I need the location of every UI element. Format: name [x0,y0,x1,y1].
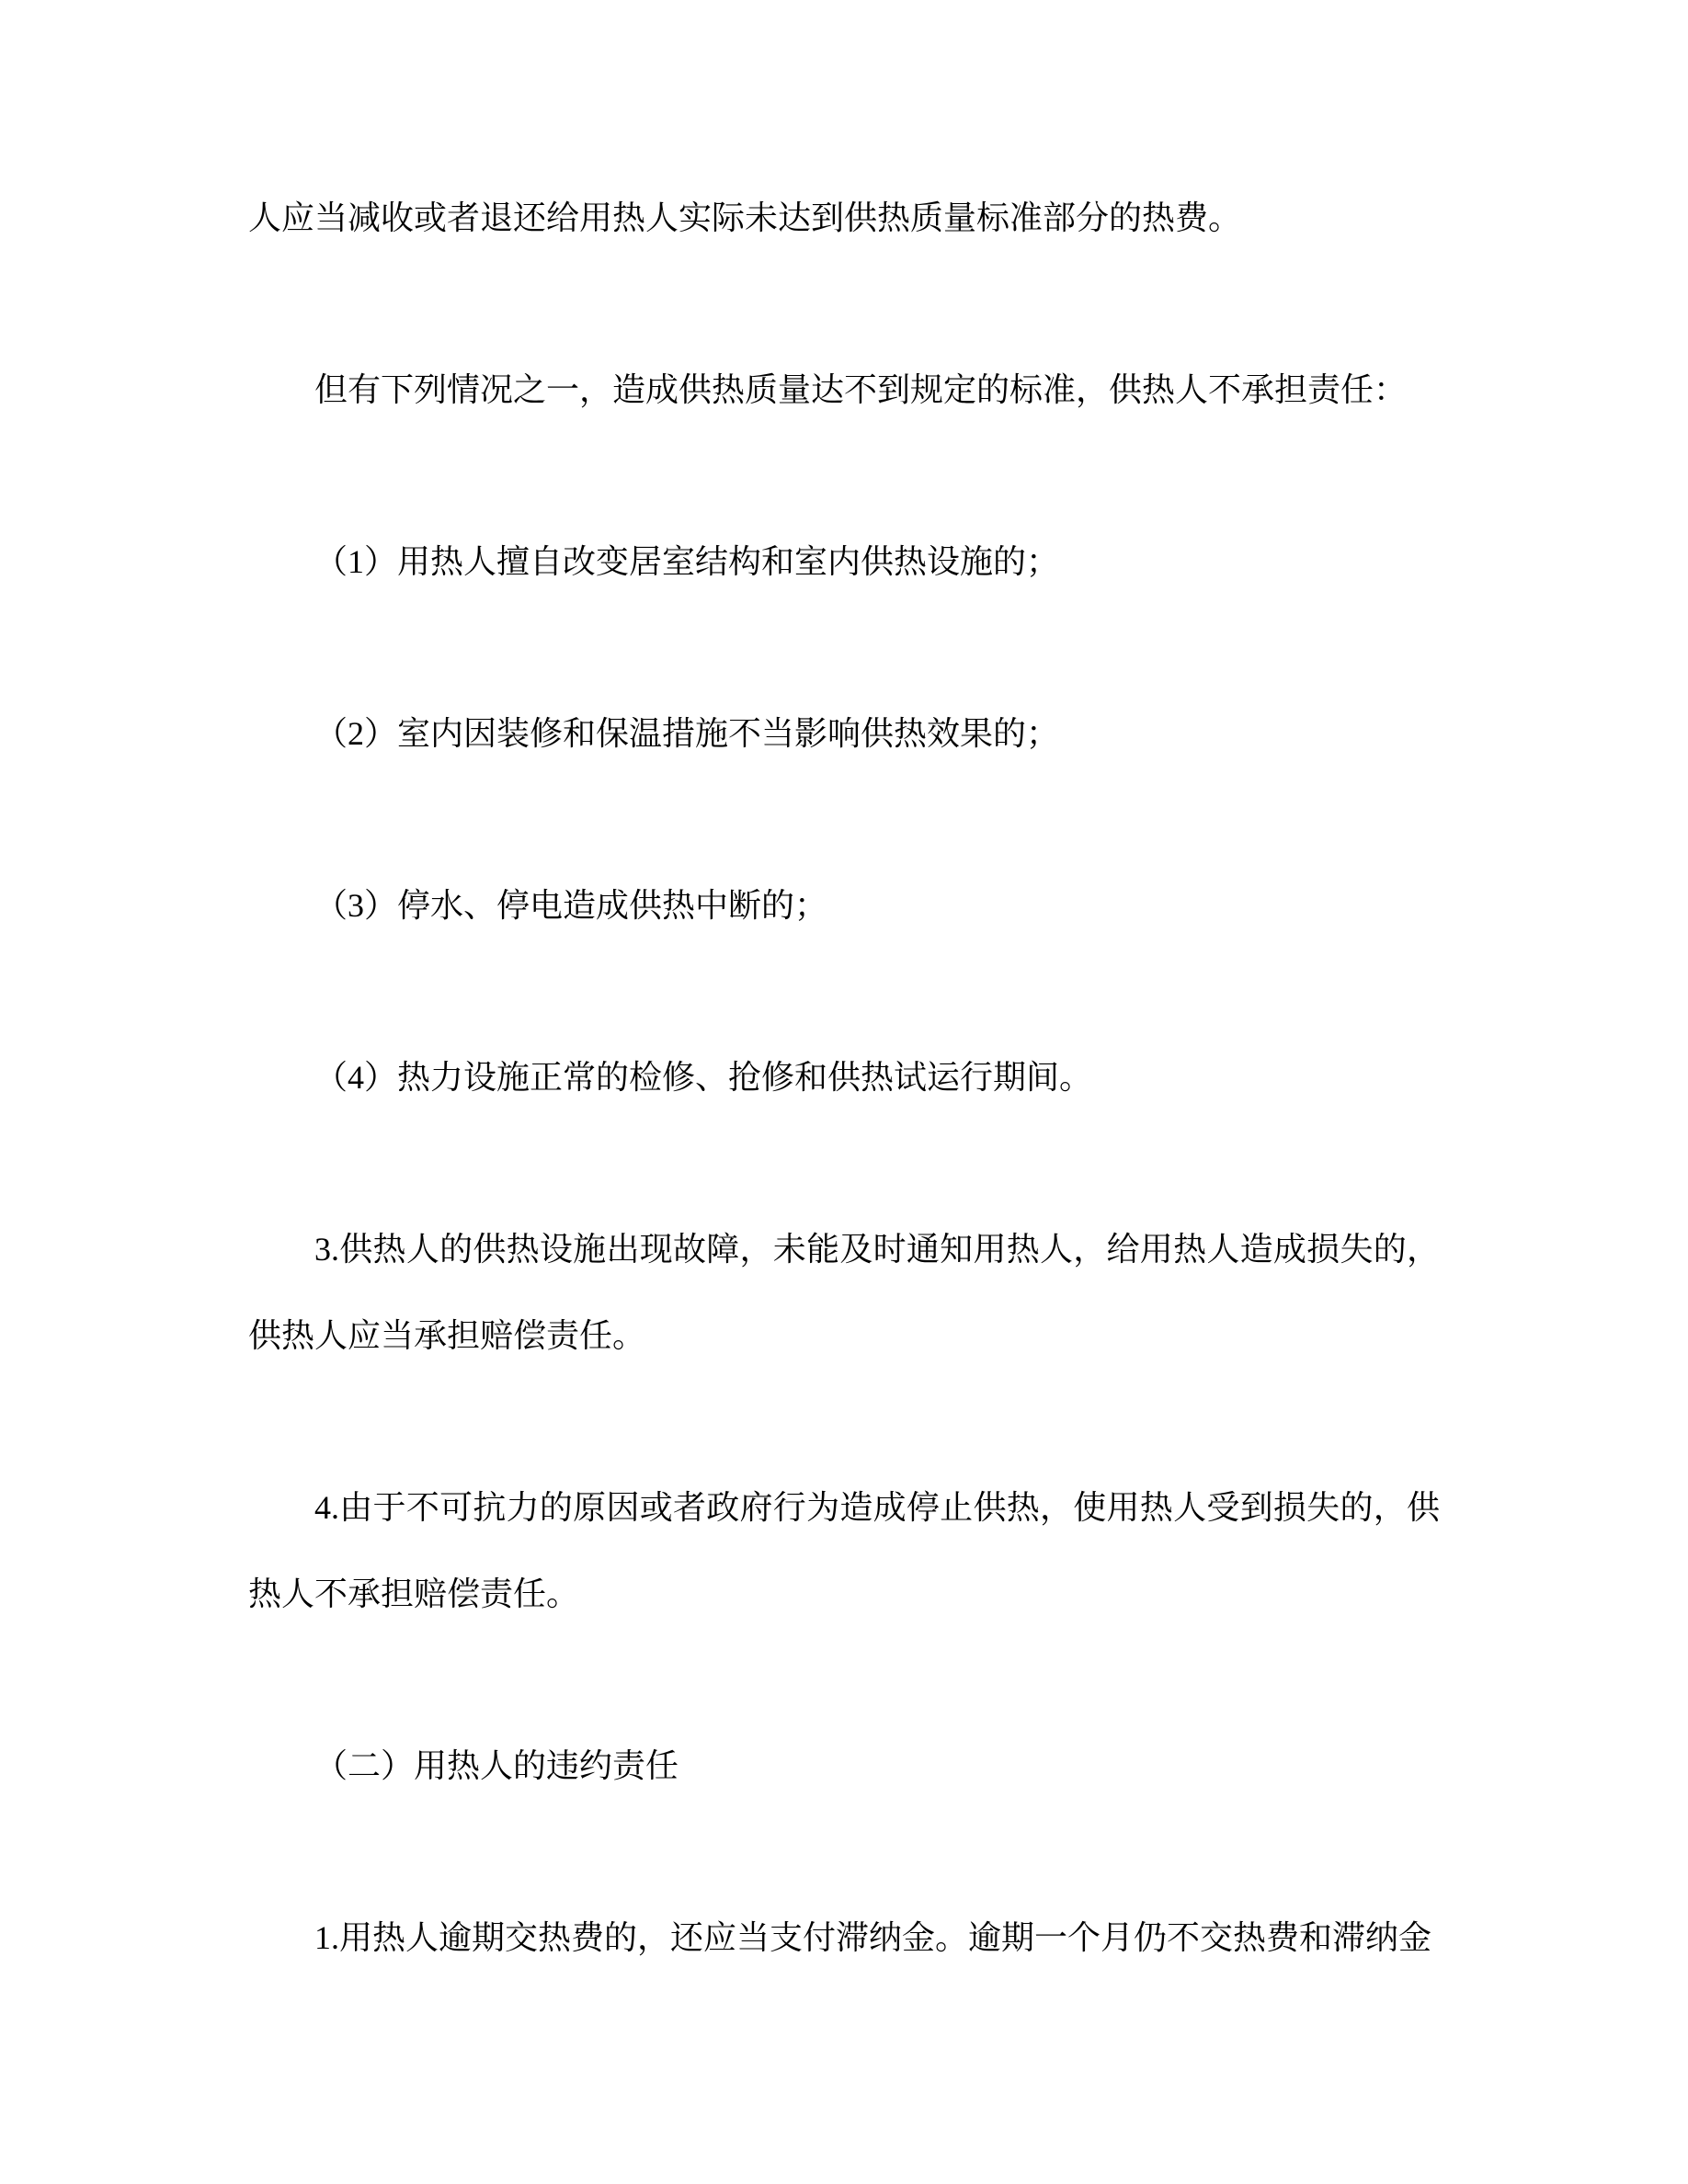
paragraph-intro-exceptions: 但有下列情况之一，造成供热质量达不到规定的标准，供热人不承担责任： [314,371,1408,408]
document-text-block [248,175,1440,1981]
paragraph-section-heading: （二）用热人的违约责任 [314,1747,679,1784]
paragraph-item-3: （3）停水、停电造成供热中断的； [314,887,828,924]
paragraph-item-2: （2）室内因装修和保温措施不当影响供热效果的； [314,715,1060,752]
paragraph-clause-1-user-breach: 1.用热人逾期交热费的，还应当支付滞纳金。逾期一个月仍不交热费和滞纳金 [314,1919,1432,1956]
paragraph-continuation: 人应当减收或者退还给用热人实际未达到供热质量标准部分的热费。 [248,199,1242,236]
paragraph-item-4: （4）热力设施正常的检修、抢修和供热试运行期间。 [314,1059,1093,1096]
paragraph-clause-3: 3.供热人的供热设施出现故障，未能及时通知用热人，给用热人造成损失的，供热人应当承担赔偿责任。 [248,1231,1440,1354]
paragraph-clause-4: 4.由于不可抗力的原因或者政府行为造成停止供热，使用热人受到损失的，供热人不承担赔偿责任。 [248,1489,1440,1612]
paragraph-item-1: （1）用热人擅自改变居室结构和室内供热设施的； [314,543,1060,580]
